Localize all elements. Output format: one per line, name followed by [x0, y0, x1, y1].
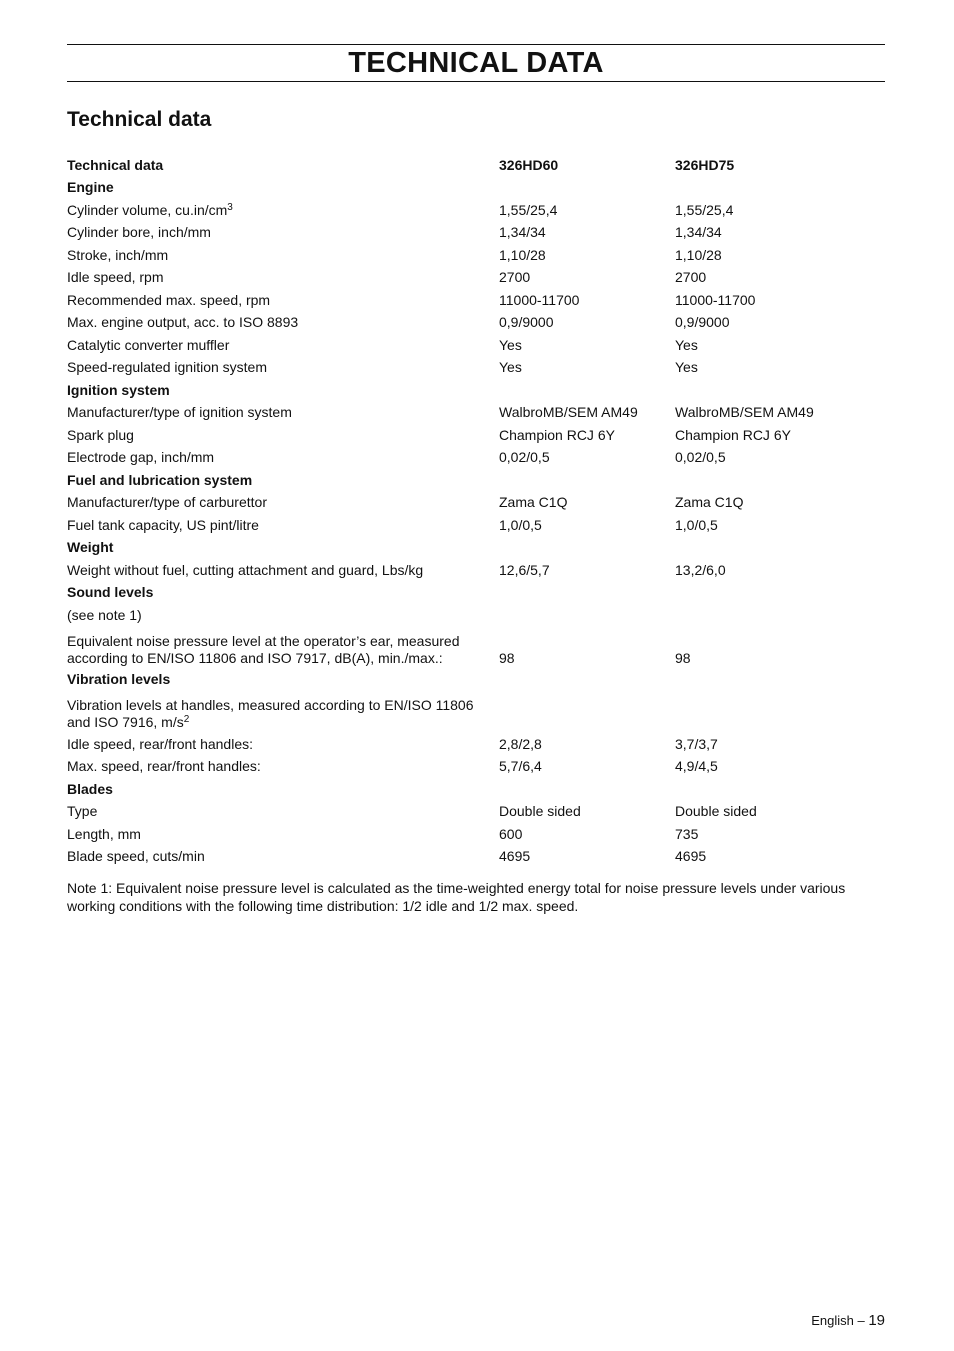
- table-row: [67, 823, 885, 846]
- row-value-1: Double sided: [499, 803, 581, 820]
- group-title: Vibration levels: [67, 671, 171, 688]
- group-row-engine: [67, 177, 885, 200]
- table-row: [67, 289, 885, 312]
- group-row-sound: [67, 582, 885, 605]
- row-label: [67, 691, 499, 733]
- table-row: [67, 244, 885, 267]
- row-value-2: 0,9/9000: [675, 314, 730, 331]
- page-number: 19: [868, 1312, 885, 1329]
- group-row-fuel: [67, 469, 885, 492]
- row-value-1: 4695: [499, 848, 531, 865]
- row-value-2: 11000-11700: [675, 291, 756, 308]
- row-label-line: [67, 714, 499, 731]
- row-label: Recommended max. speed, rpm: [67, 291, 271, 308]
- table-row: [67, 691, 885, 733]
- row-label: Max. speed, rear/front handles:: [67, 758, 261, 775]
- row-label: Speed-regulated ignition system: [67, 359, 268, 376]
- row-label: Fuel tank capacity, US pint/litre: [67, 516, 259, 533]
- table-row: [67, 846, 885, 869]
- row-value-2: 1,34/34: [675, 224, 722, 241]
- row-value-2: [675, 691, 885, 733]
- row-value-1: 2700: [499, 269, 531, 286]
- row-value-2: Double sided: [675, 803, 757, 820]
- header-model-1: 326HD60: [499, 156, 559, 173]
- page-header-title: TECHNICAL DATA: [348, 47, 604, 79]
- row-value-2: 1,55/25,4: [675, 201, 734, 218]
- footer-language: English: [811, 1313, 854, 1328]
- row-label: Manufacturer/type of ignition system: [67, 404, 292, 421]
- row-value-1: Yes: [499, 359, 522, 376]
- row-label-text: Cylinder volume, cu.in/cm: [67, 201, 228, 218]
- row-value-2: 1,0/0,5: [675, 516, 718, 533]
- row-value-1: 1,34/34: [499, 224, 546, 241]
- row-value-2: Yes: [675, 336, 698, 353]
- section-title: Technical data: [67, 108, 212, 131]
- row-value-1: 600: [499, 825, 523, 842]
- row-value-1: Yes: [499, 336, 522, 353]
- group-row-ignition: [67, 379, 885, 402]
- table-row: [67, 447, 885, 470]
- row-label: Type: [67, 803, 98, 820]
- row-value-1: 0,9/9000: [499, 314, 554, 331]
- row-label: Catalytic converter muffler: [67, 336, 230, 353]
- page-header: [67, 44, 885, 82]
- table-row: [67, 514, 885, 537]
- group-title: Fuel and lubrication system: [67, 471, 253, 488]
- row-label: Electrode gap, inch/mm: [67, 449, 215, 466]
- row-value-1: 1,10/28: [499, 246, 546, 263]
- row-value-2: 0,02/0,5: [675, 449, 726, 466]
- row-label: Max. engine output, acc. to ISO 8893: [67, 314, 299, 331]
- group-row-weight: [67, 537, 885, 560]
- table-row: [67, 627, 885, 669]
- row-value-1: 5,7/6,4: [499, 758, 542, 775]
- row-label-text: and ISO 7916, m/s: [67, 714, 184, 730]
- row-value-2: 4695: [675, 848, 707, 865]
- row-value-1: WalbroMB/SEM AM49: [499, 404, 638, 421]
- row-value-1: 11000-11700: [499, 291, 580, 308]
- row-label: Idle speed, rpm: [67, 269, 164, 286]
- group-title: Sound levels: [67, 584, 154, 601]
- group-title: Weight: [67, 539, 114, 556]
- row-label: Spark plug: [67, 426, 134, 443]
- row-label-line: according to EN/ISO 11806 and ISO 7917, dB(A), min./max.:: [67, 649, 443, 666]
- table-row: [67, 357, 885, 380]
- superscript: 3: [227, 201, 233, 213]
- row-value-2: Zama C1Q: [675, 494, 744, 511]
- row-value-2: 13,2/6,0: [675, 561, 726, 578]
- table-row: [67, 604, 885, 627]
- row-value-1: 2,8/2,8: [499, 735, 542, 752]
- table-row: [67, 199, 885, 222]
- row-label-line: Vibration levels at handles, measured according to EN/ISO 11806: [67, 697, 474, 713]
- page-footer: [811, 1312, 885, 1330]
- row-value-2: 1,10/28: [675, 246, 722, 263]
- footer-separator: –: [857, 1313, 865, 1328]
- row-value-1: Champion RCJ 6Y: [499, 426, 615, 443]
- row-value-2: Yes: [675, 359, 698, 376]
- row-label-line: Equivalent noise pressure level at the operator’s ear, measured: [67, 632, 460, 649]
- row-label: Idle speed, rear/front handles:: [67, 735, 254, 752]
- row-value-1: Zama C1Q: [499, 494, 568, 511]
- technical-data-table: [67, 154, 885, 868]
- table-row: [67, 222, 885, 245]
- row-label: [67, 627, 499, 669]
- row-label: Weight without fuel, cutting attachment and guard, Lbs/kg: [67, 561, 424, 578]
- row-label: [67, 199, 499, 222]
- row-value-2: 98: [675, 649, 691, 666]
- group-title: Ignition system: [67, 381, 170, 398]
- footnote: Note 1: Equivalent noise pressure level is calculated as the time-weighted energy total for noise pressure levels under various working conditions with the following time distribution: 1/2 idle and 1/2 max. speed.: [67, 880, 846, 914]
- row-label: Cylinder bore, inch/mm: [67, 224, 211, 241]
- row-value-1: 1,0/0,5: [499, 516, 542, 533]
- row-value-2: 735: [675, 825, 699, 842]
- table-row: [67, 334, 885, 357]
- row-value-1: 98: [499, 649, 515, 666]
- table-row: [67, 492, 885, 515]
- row-label: Length, mm: [67, 825, 141, 842]
- row-value-1: 0,02/0,5: [499, 449, 550, 466]
- row-value-2: WalbroMB/SEM AM49: [675, 404, 814, 421]
- table-row: [67, 424, 885, 447]
- row-value-1: 1,55/25,4: [499, 201, 558, 218]
- superscript: 2: [183, 714, 190, 725]
- group-title: Blades: [67, 780, 113, 797]
- table-row: [67, 402, 885, 425]
- row-label: Manufacturer/type of carburettor: [67, 494, 267, 511]
- group-row-blades: [67, 778, 885, 801]
- table-row: [67, 733, 885, 756]
- group-row-vibration: [67, 669, 885, 692]
- table-row: [67, 756, 885, 779]
- row-value-2: 2700: [675, 269, 707, 286]
- group-title: Engine: [67, 179, 114, 196]
- table-header-row: [67, 154, 885, 177]
- row-label: Stroke, inch/mm: [67, 246, 169, 263]
- table-row: [67, 559, 885, 582]
- row-value-1: [499, 691, 675, 733]
- table-row: [67, 267, 885, 290]
- row-value-2: 4,9/4,5: [675, 758, 718, 775]
- row-label: Blade speed, cuts/min: [67, 848, 205, 865]
- table-row: [67, 801, 885, 824]
- row-value-2: Champion RCJ 6Y: [675, 426, 791, 443]
- row-value-2: 3,7/3,7: [675, 735, 718, 752]
- header-model-2: 326HD75: [675, 156, 735, 173]
- table-row: [67, 312, 885, 335]
- row-label: (see note 1): [67, 606, 142, 623]
- header-label: Technical data: [67, 156, 164, 173]
- row-value-1: 12,6/5,7: [499, 561, 550, 578]
